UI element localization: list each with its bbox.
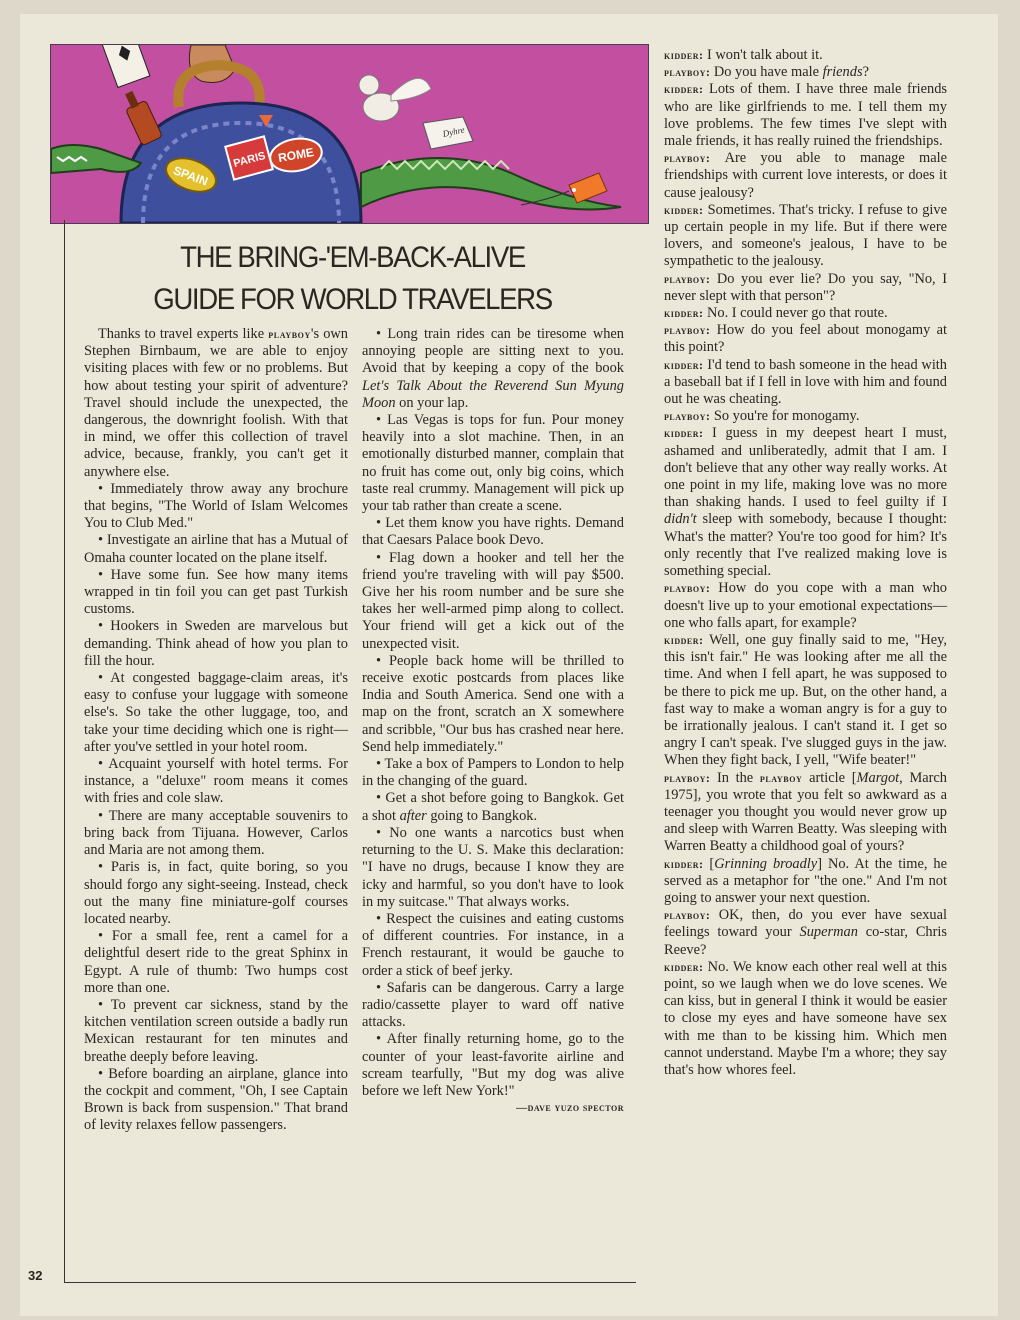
speaker-label: kidder: [664,632,710,647]
playboy-question [664,408,947,425]
speaker-label: kidder: [664,82,710,97]
kidder-answer [664,632,947,770]
speaker-label: kidder: [664,959,708,974]
kidder-answer [664,305,947,322]
tip-paragraph [362,1031,624,1115]
emphasis: Superman [799,924,858,941]
tip-paragraph [362,790,624,824]
dialogue-text: OK, then, do you ever have sexual feelings toward your [664,907,947,941]
book-title: Let's Talk About the Reverend Sun Myung Moon [362,377,624,411]
tip-text: • Long train rides can be tiresome when annoying people are sitting next to you. Avoid that by keeping a copy of the book [362,326,624,377]
travel-illustration [50,44,649,224]
dialogue-text: I'd tend to bash someone in the head with a baseball bat if I fell in love with him and found out he was cheating. [664,356,948,408]
speaker-label: playboy: [664,581,719,596]
intro-paragraph [84,326,348,481]
kidder-answer [664,357,947,409]
illustrator-signature: Dyhre [441,124,466,139]
kidder-answer [664,202,947,271]
tip-paragraph: • There are many acceptable souvenirs to bring back from Tijuana. However, Carlos and Maria are not among them. [84,807,348,859]
tip-paragraph: • Immediately throw away any brochure that begins, "The World of Islam Welcomes You to Club Med." [84,480,348,532]
speaker-label: playboy: [664,323,717,338]
emphasis: Grinning broadly [714,855,818,872]
playboy-question [664,271,947,305]
headline-line-2: GUIDE FOR WORLD TRAVELERS [153,283,552,316]
tip-paragraph: • Paris is, in fact, quite boring, so you should forgo any sight-seeing. Instead, check out the many fine miniature-golf courses located nearby. [84,859,348,927]
speaker-label: playboy: [664,908,719,923]
dialogue-text: Do you have male [713,64,823,81]
article-column-1 [84,326,348,1135]
playboy-question [664,580,947,632]
kidder-answer [664,425,947,580]
author-byline: —dave yuzo spector [516,1102,624,1115]
tip-paragraph: • People back home will be thrilled to receive exotic postcards from places like India and South America. Send one with a map on the front, scratch an X somewhere and scribble, "Our bus has crashed near here. Send help immediately." [362,652,624,755]
speaker-label: kidder: [664,306,707,321]
playboy-question [664,322,947,356]
dialogue-text: article [ [802,769,857,786]
tip-paragraph: • Let them know you have rights. Demand that Caesars Palace book Devo. [362,515,624,549]
dialogue-text: How do you cope with a man who doesn't live up to your emotional expectations—one who falls apart, for example? [664,580,948,631]
tip-text: on your lap. [395,394,469,411]
speaker-label: kidder: [664,856,710,871]
emphasis: Margot [856,769,900,786]
dialogue-text: I won't talk about it. [707,47,823,63]
emphasis: didn't [664,511,697,528]
speaker-label: kidder: [664,202,708,217]
tip-text: • Get a shot before going to Bangkok. Get a shot [362,790,624,824]
emphasis: friends [822,64,863,81]
tip-paragraph: • To prevent car sickness, stand by the kitchen ventilation screen outside a badly run Mexican restaurant for ten minutes and breathe deeply before leaving. [84,996,348,1065]
dialogue-text: Do you ever lie? Do you say, "No, I never slept with that person"? [664,270,948,304]
tip-paragraph: • Acquaint yourself with hotel terms. For instance, a "deluxe" room means it comes with fries and cole slaw. [84,756,348,807]
tip-paragraph: • Before boarding an airplane, glance into the cockpit and comment, "Oh, I see Captain Brown is back from suspension." That brand of levity relaxes fellow passengers. [84,1065,348,1134]
dialogue-text: No. I could never go that route. [707,305,888,322]
tip-paragraph: • Investigate an airline that has a Mutual of Omaha counter located on the plane itself. [84,532,348,566]
intro-text-start: Thanks to travel experts like [98,326,269,342]
dialogue-text: ? [862,64,869,81]
playboy-question [664,907,947,959]
dialogue-text: , March 1975], you wrote that you felt so awkward as a teenager you thought you would never grow up and sleep with Warren Beatty. Was sleeping with Warren Beatty a childhood goal of yours? [664,769,947,855]
page-number: 32 [28,1268,43,1283]
playboy-question [664,770,947,856]
paris-sticker-label: PARIS [232,149,267,170]
speaker-label: playboy: [664,770,717,785]
tip-paragraph: • Respect the cuisines and eating customs of different countries. For instance, in a French restaurant, it would be gauche to order a stick of beef jerky. [362,910,624,979]
dialogue-text: co-star, Chris Reeve? [664,924,948,958]
rome-sticker-label: ROME [277,144,315,166]
illustration-art [51,45,648,223]
dialogue-text: ] No. At the time, he served as a metaphor for "the one." And I'm not going to answer your next question. [664,855,948,906]
dialogue-text: I guess in my deepest heart I must, ashamed and unliberatedly, admit that I am. I don't believe that any other way really works. At one point in my life, making love was no more than shaking hands. I used to feel guilty if I [664,425,948,511]
tip-paragraph: • Las Vegas is tops for fun. Pour money heavily into a slot machine. Then, in an emotionally disturbed manner, complain that no fruit has come out, only big coins, which taste real crummy. Management will pick up your tab rather than create a scene. [362,412,624,515]
headline-line-1: THE BRING-'EM-BACK-ALIVE [180,241,525,274]
tip-paragraph [362,326,624,412]
speaker-label: playboy: [664,65,714,80]
dialogue-text: [ [709,855,715,872]
tip-paragraph: • No one wants a narcotics bust when returning to the U. S. Make this declaration: "I have no drugs, because I know they are icky and harmful, so you don't have to look in my suitcase." That always works. [362,824,624,910]
tip-paragraph: • Have some fun. See how many items wrapped in tin foil you can get past Turkish customs. [84,566,348,618]
tip-paragraph: • Safaris can be dangerous. Carry a large radio/cassette player to ward off native attacks. [362,979,624,1031]
speaker-label: playboy: [664,151,725,166]
dialogue-text: Are you able to manage male friendships with current love interests, or does it cause jealousy? [664,150,947,201]
playboy-question [664,150,947,202]
playboy-question [664,64,947,81]
tip-text: • After finally returning home, go to the counter of your least-favorite airline and scream tearfully, "But my dog was alive before we left New York!" [362,1031,624,1099]
dialogue-text: sleep with somebody, because I thought: What's the matter? You're too good for him? It's only recently that I've realized making love is something special. [664,511,947,580]
kidder-answer [664,959,947,1079]
intro-text-end: 's own Stephen Birnbaum, we are able to enjoy visiting places with few or no problems. But how about testing your spirit of adventure? Travel should include the unexpected, the dangerous, the downright foolish. With that in mind, we offer this collection of travel advice, because, frankly, you can't get it anywhere else. [84,326,348,480]
tip-paragraph: • Flag down a hooker and tell her the friend you're traveling with will pay $500. Give her his room number and be sure she takes her well-armed pimp along to collect. Your friend will get a kick out of the unexpected visit. [362,549,624,652]
dialogue-text: In the [716,769,760,786]
dialogue-text: So you're for monogamy. [713,408,860,425]
magazine-name: playboy [268,327,311,341]
speaker-label: kidder: [664,426,713,441]
dialogue-text: No. We know each other real well at this point, so we laugh when we do love scenes. We can kiss, but in general I think it would be easier to close my eyes and have someone have sex with me than to be kissing him. Which men cannot understand. Maybe I'm a whore; they say that's how whores feel. [664,958,947,1078]
magazine-name: playboy [759,770,803,785]
interview-column [664,47,947,1079]
speaker-label: kidder: [664,48,707,62]
dialogue-text: How do you feel about monogamy at this point? [664,322,947,356]
speaker-label: kidder: [664,357,708,372]
emphasis: after [399,807,427,824]
tip-paragraph: • For a small fee, rent a camel for a delightful desert ride to the great Sphinx in Egypt. A rule of thumb: Two humps cost more than one. [84,928,348,996]
tip-paragraph: • Hookers in Sweden are marvelous but demanding. Think ahead of how you plan to fill the hour. [84,618,348,669]
kidder-answer [664,856,947,908]
dialogue-text: Well, one guy finally said to me, "Hey, this isn't fair." He was looking after me all the time. And when I fell apart, he was supposed to be there to pick me up. But, on the other hand, a fast way to make a woman angry is for a guy to be irrationally jealous. I can't stand it. I get so angry I can't speak. I've slugged guys in the jaw. When they fight back, I yell, "Wife beater!" [664,631,948,769]
dialogue-text: Lots of them. I have three male friends who are like girlfriends to me. I tell them my love problems. The few times I've slept with male friends, it has really ruined the friendships. [664,81,947,150]
dialogue-text: Sometimes. That's tricky. I refuse to give up certain people in my life. But if there were lovers, and someone's jealous, I have to be sympathetic to the jealousy. [664,201,948,270]
kidder-answer [664,81,947,150]
spain-sticker-label: SPAIN [171,163,210,189]
article-column-2 [362,326,624,1117]
speaker-label: playboy: [664,271,717,286]
kidder-answer [664,47,947,64]
tip-text: going to Bangkok. [426,807,538,824]
speaker-label: playboy: [664,409,714,424]
tip-paragraph: • At congested baggage-claim areas, it's easy to confuse your luggage with someone else's. So take the other luggage, too, and take your time deciding which one is right—after you've settled in your hotel room. [84,670,348,755]
tip-paragraph: • Take a box of Pampers to London to help in the changing of the guard. [362,756,624,790]
